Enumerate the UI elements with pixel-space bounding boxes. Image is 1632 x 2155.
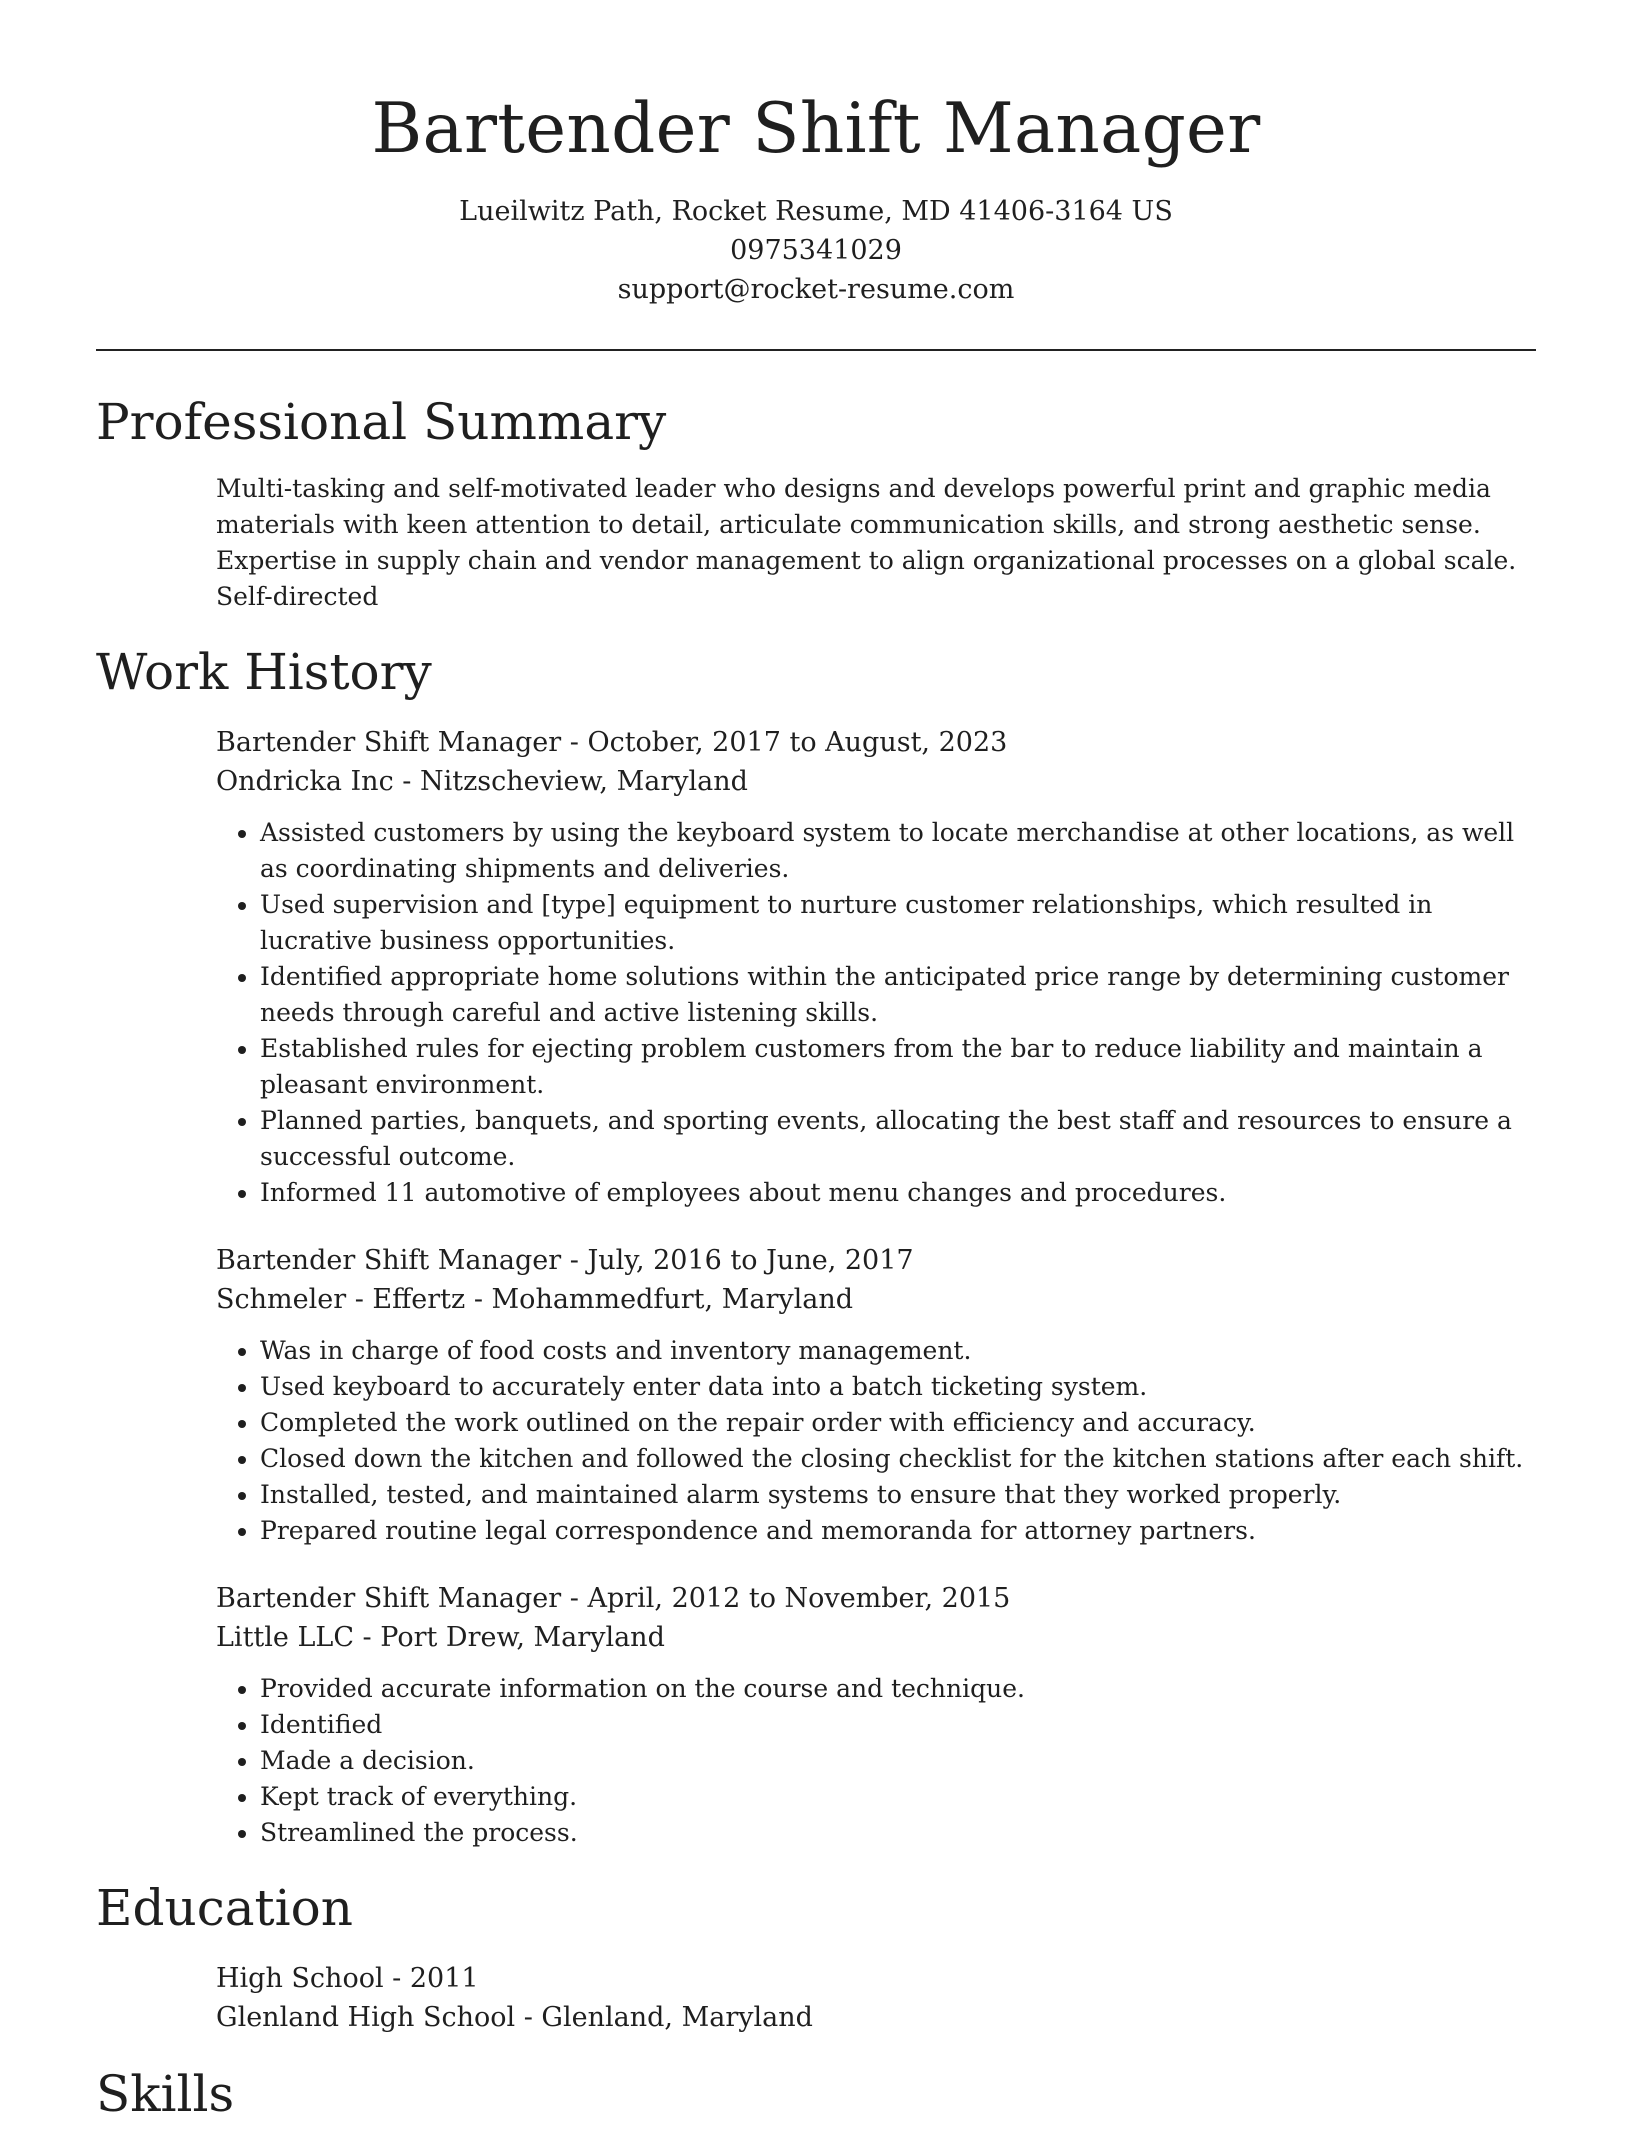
candidate-name: Bartender Shift Manager (371, 89, 1261, 169)
education-school-line: Glenland High School - Glenland, Maryland (216, 2002, 813, 2033)
job-entry (216, 723, 1536, 1211)
skills-section (96, 2063, 1536, 2155)
contact-address: Lueilwitz Path, Rocket Resume, MD 41406-3164 US (459, 196, 1173, 227)
summary-section (96, 391, 1536, 615)
job-title-line: Bartender Shift Manager - July, 2016 to June, 2017 (216, 1245, 914, 1276)
job-duty: • Completed the work outlined on the repair order with efficiency and accuracy. (260, 1405, 1540, 1441)
job-duty: • Used supervision and [type] equipment to nurture customer relationships, which resulted in lucrative business opportunities. (260, 887, 1540, 959)
work-history-heading: Work History (96, 643, 432, 701)
job-duty: • Installed, tested, and maintained alarm systems to ensure that they worked properly. (260, 1477, 1540, 1513)
resume-page (96, 0, 1536, 2123)
job-duty: • Closed down the kitchen and followed the closing checklist for the kitchen stations after each shift. (260, 1441, 1540, 1477)
job-duty: • Identified appropriate home solutions within the anticipated price range by determining customer needs through careful and active listening skills. (260, 959, 1540, 1031)
contact-email: support@rocket-resume.com (617, 274, 1015, 305)
job-duties-list (216, 1671, 1540, 1851)
job-duty: • Prepared routine legal correspondence and memoranda for attorney partners. (260, 1513, 1540, 1549)
education-entry (216, 1959, 1536, 2037)
job-entry (216, 1241, 1536, 1549)
job-duty: • Established rules for ejecting problem customers from the bar to reduce liability and maintain a pleasant environment. (260, 1031, 1540, 1103)
job-duty: • Planned parties, banquets, and sporting events, allocating the best staff and resources to ensure a successful outcome. (260, 1103, 1540, 1175)
skills-content-cutoff (216, 2135, 1536, 2155)
job-duty: • Informed 11 automotive of employees about menu changes and procedures. (260, 1175, 1540, 1211)
education-heading: Education (96, 1879, 353, 1937)
job-duty: • Identified (260, 1707, 1540, 1743)
education-degree-line: High School - 2011 (216, 1963, 479, 1994)
job-company-line: Schmeler - Effertz - Mohammedfurt, Maryland (216, 1284, 854, 1315)
job-company-line: Little LLC - Port Drew, Maryland (216, 1622, 665, 1653)
contact-phone: 0975341029 (730, 235, 902, 266)
resume-header (96, 0, 1536, 309)
job-duty: • Provided accurate information on the course and technique. (260, 1671, 1540, 1707)
job-company-line: Ondricka Inc - Nitzscheview, Maryland (216, 766, 748, 797)
job-duty: • Assisted customers by using the keyboard system to locate merchandise at other locations, as well as coordinating shipments and deliveries. (260, 815, 1540, 887)
skills-heading: Skills (96, 2065, 235, 2123)
job-duty: • Streamlined the process. (260, 1815, 1540, 1851)
job-duty: • Was in charge of food costs and inventory management. (260, 1333, 1540, 1369)
education-section (96, 1877, 1536, 2037)
job-duty: • Used keyboard to accurately enter data into a batch ticketing system. (260, 1369, 1540, 1405)
header-divider (96, 349, 1536, 351)
job-duty: • Kept track of everything. (260, 1779, 1540, 1815)
work-history-section (96, 641, 1536, 1851)
job-title-line: Bartender Shift Manager - October, 2017 to August, 2023 (216, 727, 1008, 758)
job-duties-list (216, 815, 1540, 1211)
job-duties-list (216, 1333, 1540, 1549)
summary-text: Multi-tasking and self-motivated leader who designs and develops powerful print and graphic media materials with keen attention to detail, articulate communication skills, and strong aesthetic sense. Expertise in supply chain and vendor management to align organizational processes on a global scale. Self-directed (216, 474, 1517, 611)
summary-heading: Professional Summary (96, 393, 667, 451)
job-title-line: Bartender Shift Manager - April, 2012 to November, 2015 (216, 1583, 1011, 1614)
job-duty: • Made a decision. (260, 1743, 1540, 1779)
job-entry (216, 1579, 1536, 1851)
